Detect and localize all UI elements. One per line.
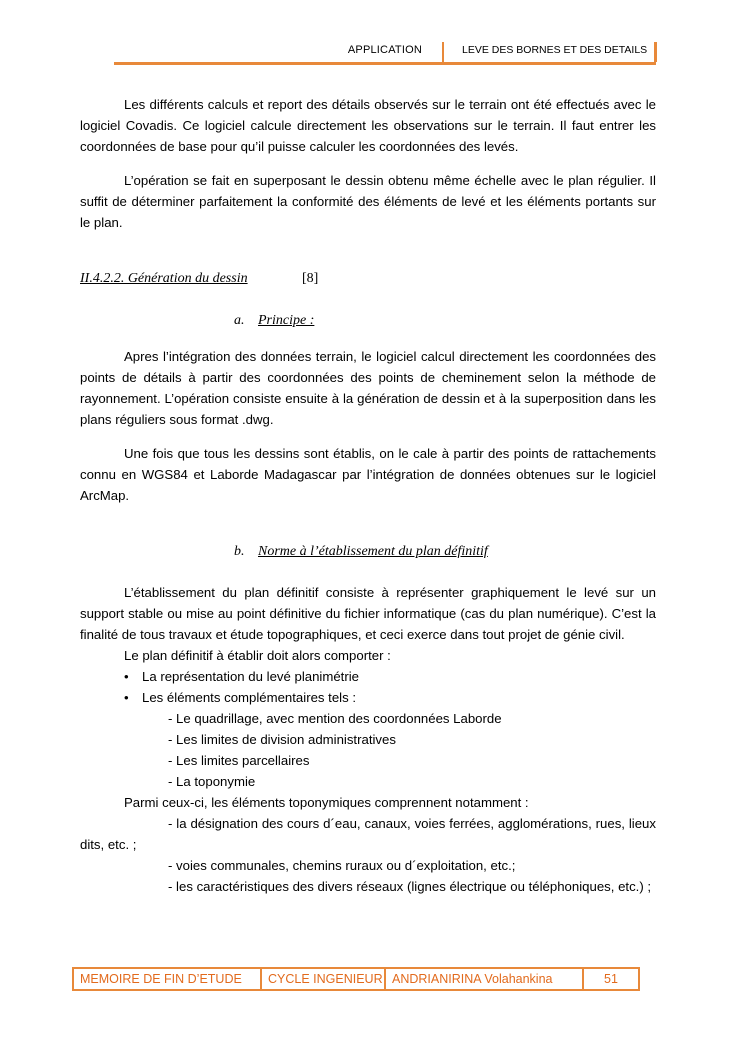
list-item-text: La représentation du levé planimétrie	[142, 669, 359, 684]
list-item: - les caractéristiques des divers réseaux (lignes électrique ou téléphoniques, etc.) ;	[168, 879, 652, 894]
header-end-tick	[654, 42, 657, 62]
header-section: LEVE DES BORNES ET DES DETAILS	[462, 44, 648, 56]
subheading-norme	[80, 541, 656, 563]
list-item: - Les limites de division administratives	[168, 732, 396, 747]
list-item: - Les limites parcellaires	[168, 753, 310, 768]
paragraph-plan-definitif: L’établissement du plan définitif consiste à représenter graphiquement le levé sur un support stable ou mise au point définitive du fichier informatique (cas du plan numérique). C’est la finalité de tous travaux et étude topographiques, et ceci exerce dans tout projet de génie civil.	[80, 585, 656, 642]
toponymy-intro: Parmi ceux-ci, les éléments toponymiques comprennent notamment :	[124, 795, 529, 810]
page-body	[80, 94, 656, 897]
paragraph-calage: Une fois que tous les dessins sont établis, on le cale à partir des points de rattachements connu en WGS84 et Laborde Madagascar par l’intégration de données obtenues sur le logiciel ArcMap.	[80, 446, 656, 503]
subheading-text: Principe :	[258, 313, 315, 328]
subheading-letter: b.	[234, 544, 245, 559]
paragraph-integration: Apres l’intégration des données terrain, le logiciel calcul directement les coordonnées des points de détails à partir des coordonnées des points de cheminement selon la méthode de rayonnement. L’opération consiste ensuite à la génération de dessin et à la superposition dans les plans réguliers sous format .dwg.	[80, 349, 656, 427]
bullet-icon: •	[124, 669, 129, 684]
subheading-text: Norme à l’établissement du plan définitif	[258, 544, 488, 559]
page-number: 51	[604, 972, 618, 986]
list-item	[80, 687, 656, 708]
footer-memoire: MEMOIRE DE FIN D’ETUDE	[74, 969, 262, 989]
list-item-text: Les éléments complémentaires tels :	[142, 690, 357, 705]
footer-author: ANDRIANIRINA Volahankina	[386, 969, 584, 989]
header-chapter: APPLICATION	[347, 44, 422, 56]
bullet-icon: •	[124, 690, 129, 705]
list-item	[80, 666, 656, 687]
section-reference: [8]	[302, 271, 319, 286]
list-item: - la désignation des cours d´eau, canaux, voies ferrées, agglomérations, rues, lieux dits, etc. ;	[80, 816, 656, 852]
list-item: - voies communales, chemins ruraux ou d´exploitation, etc.;	[168, 858, 516, 873]
page-footer	[72, 967, 640, 991]
list-intro: Le plan définitif à établir doit alors comporter :	[124, 648, 391, 663]
list-item: - Le quadrillage, avec mention des coordonnées Laborde	[168, 711, 502, 726]
list-item: - La toponymie	[168, 774, 256, 789]
header-separator	[442, 42, 444, 62]
section-title: II.4.2.2. Génération du dessin	[80, 271, 248, 286]
footer-cycle: CYCLE INGENIEUR	[262, 969, 386, 989]
subheading-letter: a.	[234, 313, 245, 328]
page-header	[114, 40, 656, 65]
section-heading	[80, 268, 656, 290]
subheading-principe	[80, 310, 656, 332]
paragraph-covadis: Les différents calculs et report des détails observés sur le terrain ont été effectués avec le logiciel Covadis. Ce logiciel calcule directement les observations sur le terrain. Il faut entrer les coordonnées de base pour qu’il puisse calculer les coordonnées des levés.	[80, 97, 656, 154]
paragraph-superposition: L’opération se fait en superposant le dessin obtenu même échelle avec le plan régulier. Il suffit de déterminer parfaitement la conformité des éléments de levé et les éléments portants sur le plan.	[80, 173, 656, 230]
